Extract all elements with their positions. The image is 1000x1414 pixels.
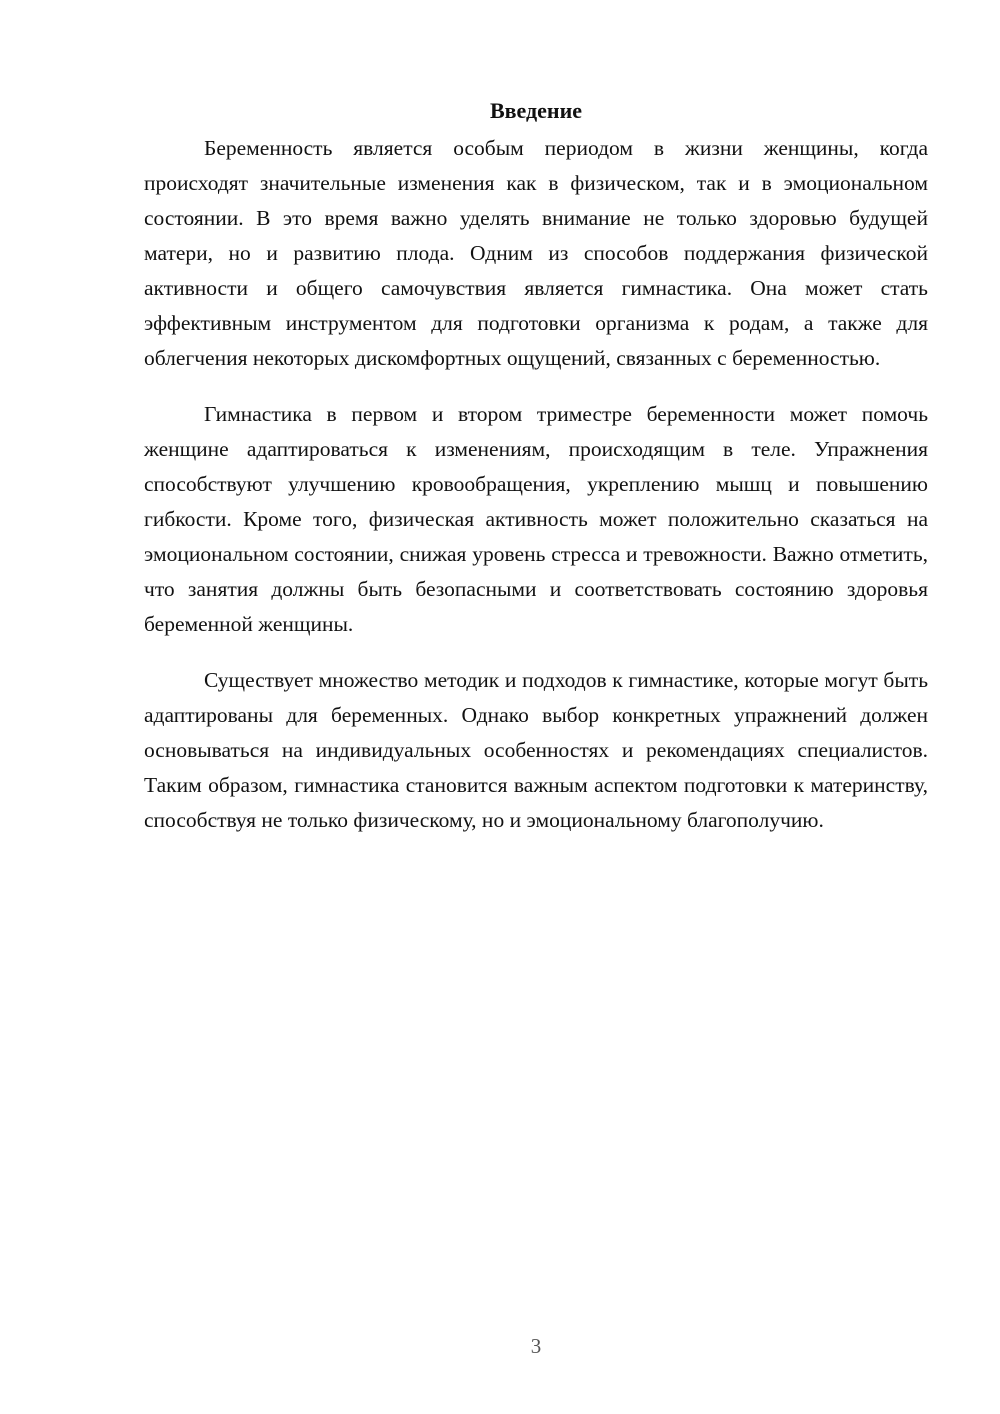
page-number: 3 <box>530 1334 542 1358</box>
page-content <box>144 96 928 859</box>
paragraph-3: Существует множество методик и подходов к гимнастике, которые могут быть адаптированы для беременных. Однако выбор конкретных упражнений должен основываться на индивидуальных особенностях и рекомендациях специалистов. Таким образом, гимнастика становится важным аспектом подготовки к материнству, способствуя не только физическому, но и эмоциональному благополучию. <box>144 668 928 832</box>
section-title: Введение <box>489 98 583 123</box>
paragraph-2: Гимнастика в первом и втором триместре беременности может помочь женщине адаптироваться к изменениям, происходящим в теле. Упражнения способствуют улучшению кровообращения, укреплению мышц и повышению гибкости. Кроме того, физическая активность может положительно сказаться на эмоциональном состоянии, снижая уровень стресса и тревожности. Важно отметить, что занятия должны быть безопасными и соответствовать состоянию здоровья беременной женщины. <box>144 402 928 636</box>
paragraph-1: Беременность является особым периодом в жизни женщины, когда происходят значительные изменения как в физическом, так и в эмоциональном состоянии. В это время важно уделять внимание не только здоровью будущей матери, но и развитию плода. Одним из способов поддержания физической активности и общего самочувствия является гимнастика. Она может стать эффективным инструментом для подготовки организма к родам, а также для облегчения некоторых дискомфортных ощущений, связанных с беременностью. <box>144 136 928 370</box>
